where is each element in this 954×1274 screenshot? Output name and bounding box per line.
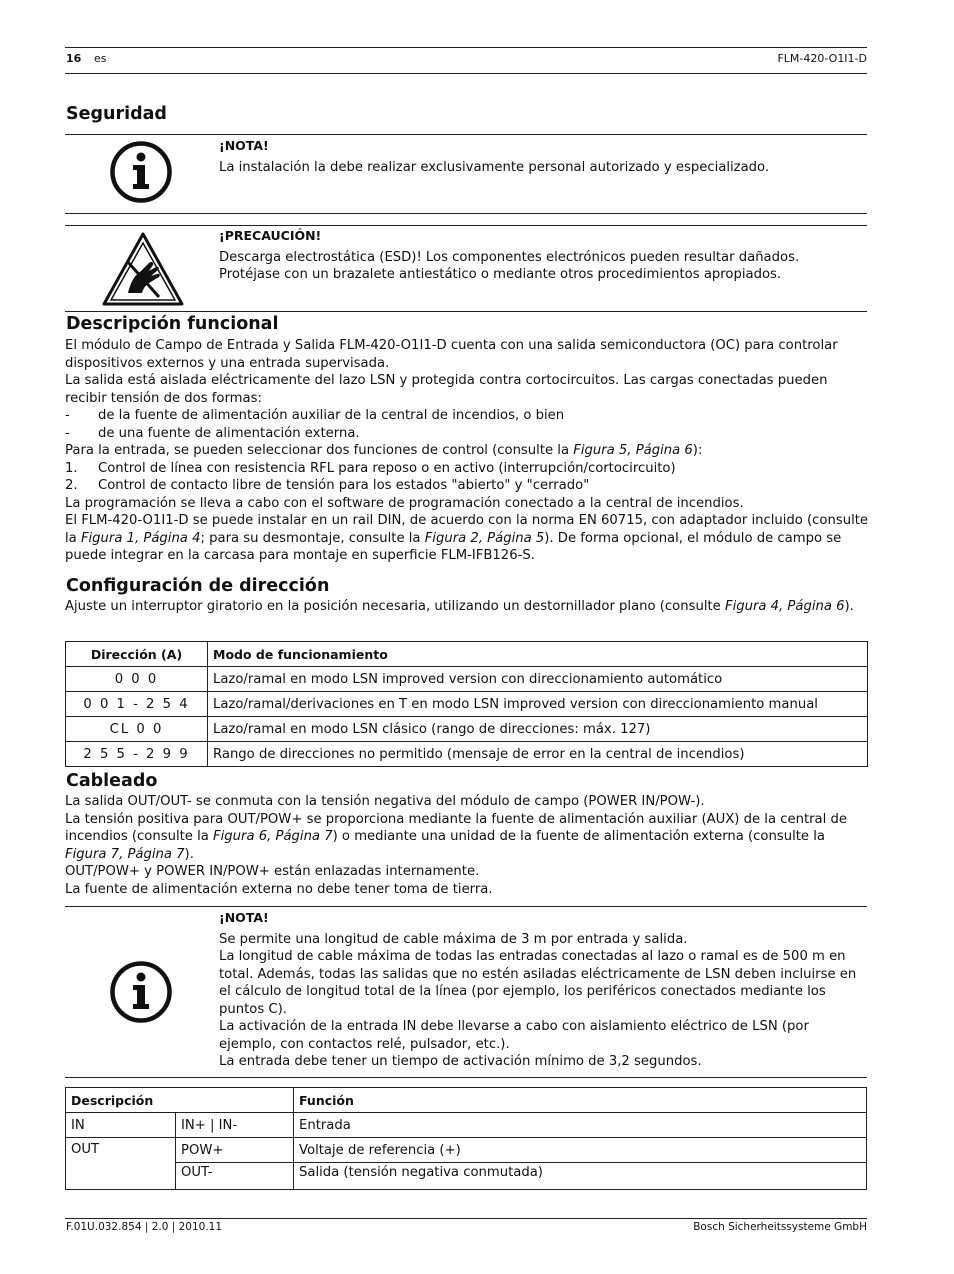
- column-header: Descripción: [66, 1088, 294, 1113]
- notice-rule: [65, 906, 867, 907]
- table-row: [66, 1113, 867, 1138]
- paragraph: El módulo de Campo de Entrada y Salida FLM-420-O1I1-D cuenta con una salida semiconductora (OC) para controlar dispositivos externos y una entrada supervisada.: [65, 338, 838, 371]
- column-header: Dirección (A): [66, 642, 208, 667]
- paragraph: La programación se lleva a cabo con el software de programación conectado a la central de incendios.: [65, 495, 744, 511]
- address-cell: 2 5 5 - 2 9 9: [66, 742, 208, 767]
- paragraph: La salida está aislada eléctricamente del lazo LSN y protegida contra cortocircuitos. Las cargas conectadas pueden recibir tensión de dos formas:: [65, 373, 828, 406]
- notice-rule: [65, 213, 867, 214]
- configuracion-body: [65, 598, 870, 616]
- note-line: La activación de la entrada IN debe llevarse a cabo con aislamiento eléctrico de LSN (por ejemplo, con contactos relé, pulsador, etc.).: [219, 1019, 809, 1052]
- document-id: F.01U.032.854 | 2.0 | 2010.11: [66, 1221, 223, 1233]
- caution-line: Protéjase con un brazalete antiestático o mediante otros procedimientos apropiados.: [219, 267, 782, 282]
- terminal-group-cell: IN: [66, 1113, 176, 1138]
- note-cabling: [219, 909, 869, 1071]
- table-header-row: [66, 1088, 867, 1113]
- wiring-table: [65, 1087, 867, 1190]
- table-row: [66, 1138, 867, 1163]
- esd-warning-icon: [101, 231, 185, 307]
- list-item: 2. Control de contacto libre de tensión para los estados "abierto" y "cerrado": [65, 478, 590, 493]
- table-row: [66, 742, 868, 767]
- table-row: [66, 717, 868, 742]
- function-cell: Salida (tensión negativa conmutada): [294, 1163, 867, 1190]
- caution-esd: [219, 227, 869, 284]
- section-title-descripcion: Descripción funcional: [66, 314, 279, 334]
- company-name: Bosch Sicherheitssysteme GmbH: [693, 1221, 867, 1233]
- paragraph: La tensión positiva para OUT/POW+ se proporciona mediante la fuente de alimentación auxiliar (AUX) de la central de incendios (consulte la Figura 6, Página 7) o mediante una unidad de la fuente de alimentación externa (consulte la Figura 7, Página 7).: [65, 811, 847, 862]
- note-security: [219, 137, 869, 176]
- footer-rule: [65, 1218, 867, 1219]
- address-table: [65, 641, 868, 767]
- paragraph: El FLM-420-O1I1-D se puede instalar en un rail DIN, de acuerdo con la norma EN 60715, con adaptador incluido (consulte la Figura 1, Página 4; para su desmontaje, consulte la Figura 2, Página 5). De forma opcional, el módulo de campo se puede integrar en la carcasa para montaje en superficie FLM-IFB126-S.: [65, 513, 869, 563]
- mode-cell: Lazo/ramal en modo LSN clásico (rango de direcciones: máx. 127): [208, 717, 868, 742]
- address-cell: 0 0 1 - 2 5 4: [66, 692, 208, 717]
- caution-line: Descarga electrostática (ESD)! Los componentes electrónicos pueden resultar dañados.: [219, 249, 800, 265]
- paragraph: La salida OUT/OUT- se conmuta con la tensión negativa del módulo de campo (POWER IN/POW-).: [65, 794, 705, 809]
- product-code: FLM-420-O1I1-D: [777, 52, 867, 65]
- figure-reference: Figura 1, Página 4: [80, 530, 201, 546]
- figure-reference: Figura 2, Página 5: [424, 530, 545, 546]
- paragraph: Ajuste un interruptor giratorio en la posición necesaria, utilizando un destornillador plano (consulte Figura 4, Página 6).: [65, 599, 854, 614]
- descripcion-body: [65, 337, 870, 565]
- terminal-group-cell: OUT: [66, 1138, 176, 1190]
- section-title-configuracion: Configuración de dirección: [66, 576, 330, 596]
- paragraph: Para la entrada, se pueden seleccionar dos funciones de control (consulte la Figura 5, Página 6):: [65, 443, 703, 458]
- column-header: Función: [294, 1088, 867, 1113]
- address-cell: 0 0 0: [66, 667, 208, 692]
- info-icon: [109, 140, 173, 204]
- mode-cell: Lazo/ramal/derivaciones en T en modo LSN improved version con direccionamiento manual: [208, 692, 868, 717]
- section-title-cableado: Cableado: [66, 771, 158, 791]
- terminal-cell: OUT-: [176, 1163, 294, 1190]
- paragraph: OUT/POW+ y POWER IN/POW+ están enlazadas internamente.: [65, 864, 480, 879]
- paragraph: La fuente de alimentación externa no debe tener toma de tierra.: [65, 881, 493, 897]
- note-line: Se permite una longitud de cable máxima de 3 m por entrada y salida.: [219, 931, 688, 947]
- column-header: Modo de funcionamiento: [208, 642, 868, 667]
- figure-reference: Figura 5, Página 6: [573, 443, 693, 458]
- header-rule-bottom: [65, 73, 867, 74]
- section-title-seguridad: Seguridad: [66, 104, 167, 124]
- note-line: La longitud de cable máxima de todas las entradas conectadas al lazo o ramal es de 500 m en total. Además, todas las salidas que no estén asiladas eléctricamente de LSN deben incluirse en el cálculo de longitud total de la línea (por ejemplo, los periféricos conectados mediante los puntos C).: [219, 949, 857, 1017]
- figure-reference: Figura 6, Página 7: [213, 829, 333, 844]
- list-item: - de la fuente de alimentación auxiliar de la central de incendios, o bien: [65, 408, 565, 423]
- list-item: 1. Control de línea con resistencia RFL para reposo o en activo (interrupción/cortocircuito): [65, 460, 676, 476]
- notice-rule: [65, 311, 867, 312]
- info-icon: [109, 960, 173, 1024]
- caution-title: ¡PRECAUCIÓN!: [219, 228, 322, 243]
- note-title: ¡NOTA!: [219, 138, 269, 153]
- address-cell: CL 0 0: [66, 717, 208, 742]
- table-header-row: [66, 642, 868, 667]
- figure-reference: Figura 7, Página 7: [65, 846, 185, 862]
- note-text: La instalación la debe realizar exclusivamente personal autorizado y especializado.: [219, 159, 770, 175]
- table-row: [66, 667, 868, 692]
- figure-reference: Figura 4, Página 6: [724, 599, 845, 614]
- header-rule-top: [65, 47, 867, 48]
- notice-rule: [65, 225, 867, 226]
- language-code: es: [94, 52, 107, 65]
- notice-rule: [65, 1077, 867, 1078]
- function-cell: Entrada: [294, 1113, 867, 1138]
- terminal-cell: POW+: [176, 1138, 294, 1163]
- table-row: [66, 692, 868, 717]
- cableado-body: [65, 793, 870, 898]
- table-row: [66, 1163, 867, 1190]
- list-item: - de una fuente de alimentación externa.: [65, 425, 360, 441]
- page-number: 16: [66, 52, 82, 65]
- mode-cell: Lazo/ramal en modo LSN improved version con direccionamiento automático: [208, 667, 868, 692]
- notice-rule: [65, 134, 867, 135]
- mode-cell: Rango de direcciones no permitido (mensaje de error en la central de incendios): [208, 742, 868, 767]
- terminal-cell: IN+ | IN-: [176, 1113, 294, 1138]
- note-title: ¡NOTA!: [219, 910, 269, 925]
- note-line: La entrada debe tener un tiempo de activación mínimo de 3,2 segundos.: [219, 1054, 702, 1069]
- function-cell: Voltaje de referencia (+): [294, 1138, 867, 1163]
